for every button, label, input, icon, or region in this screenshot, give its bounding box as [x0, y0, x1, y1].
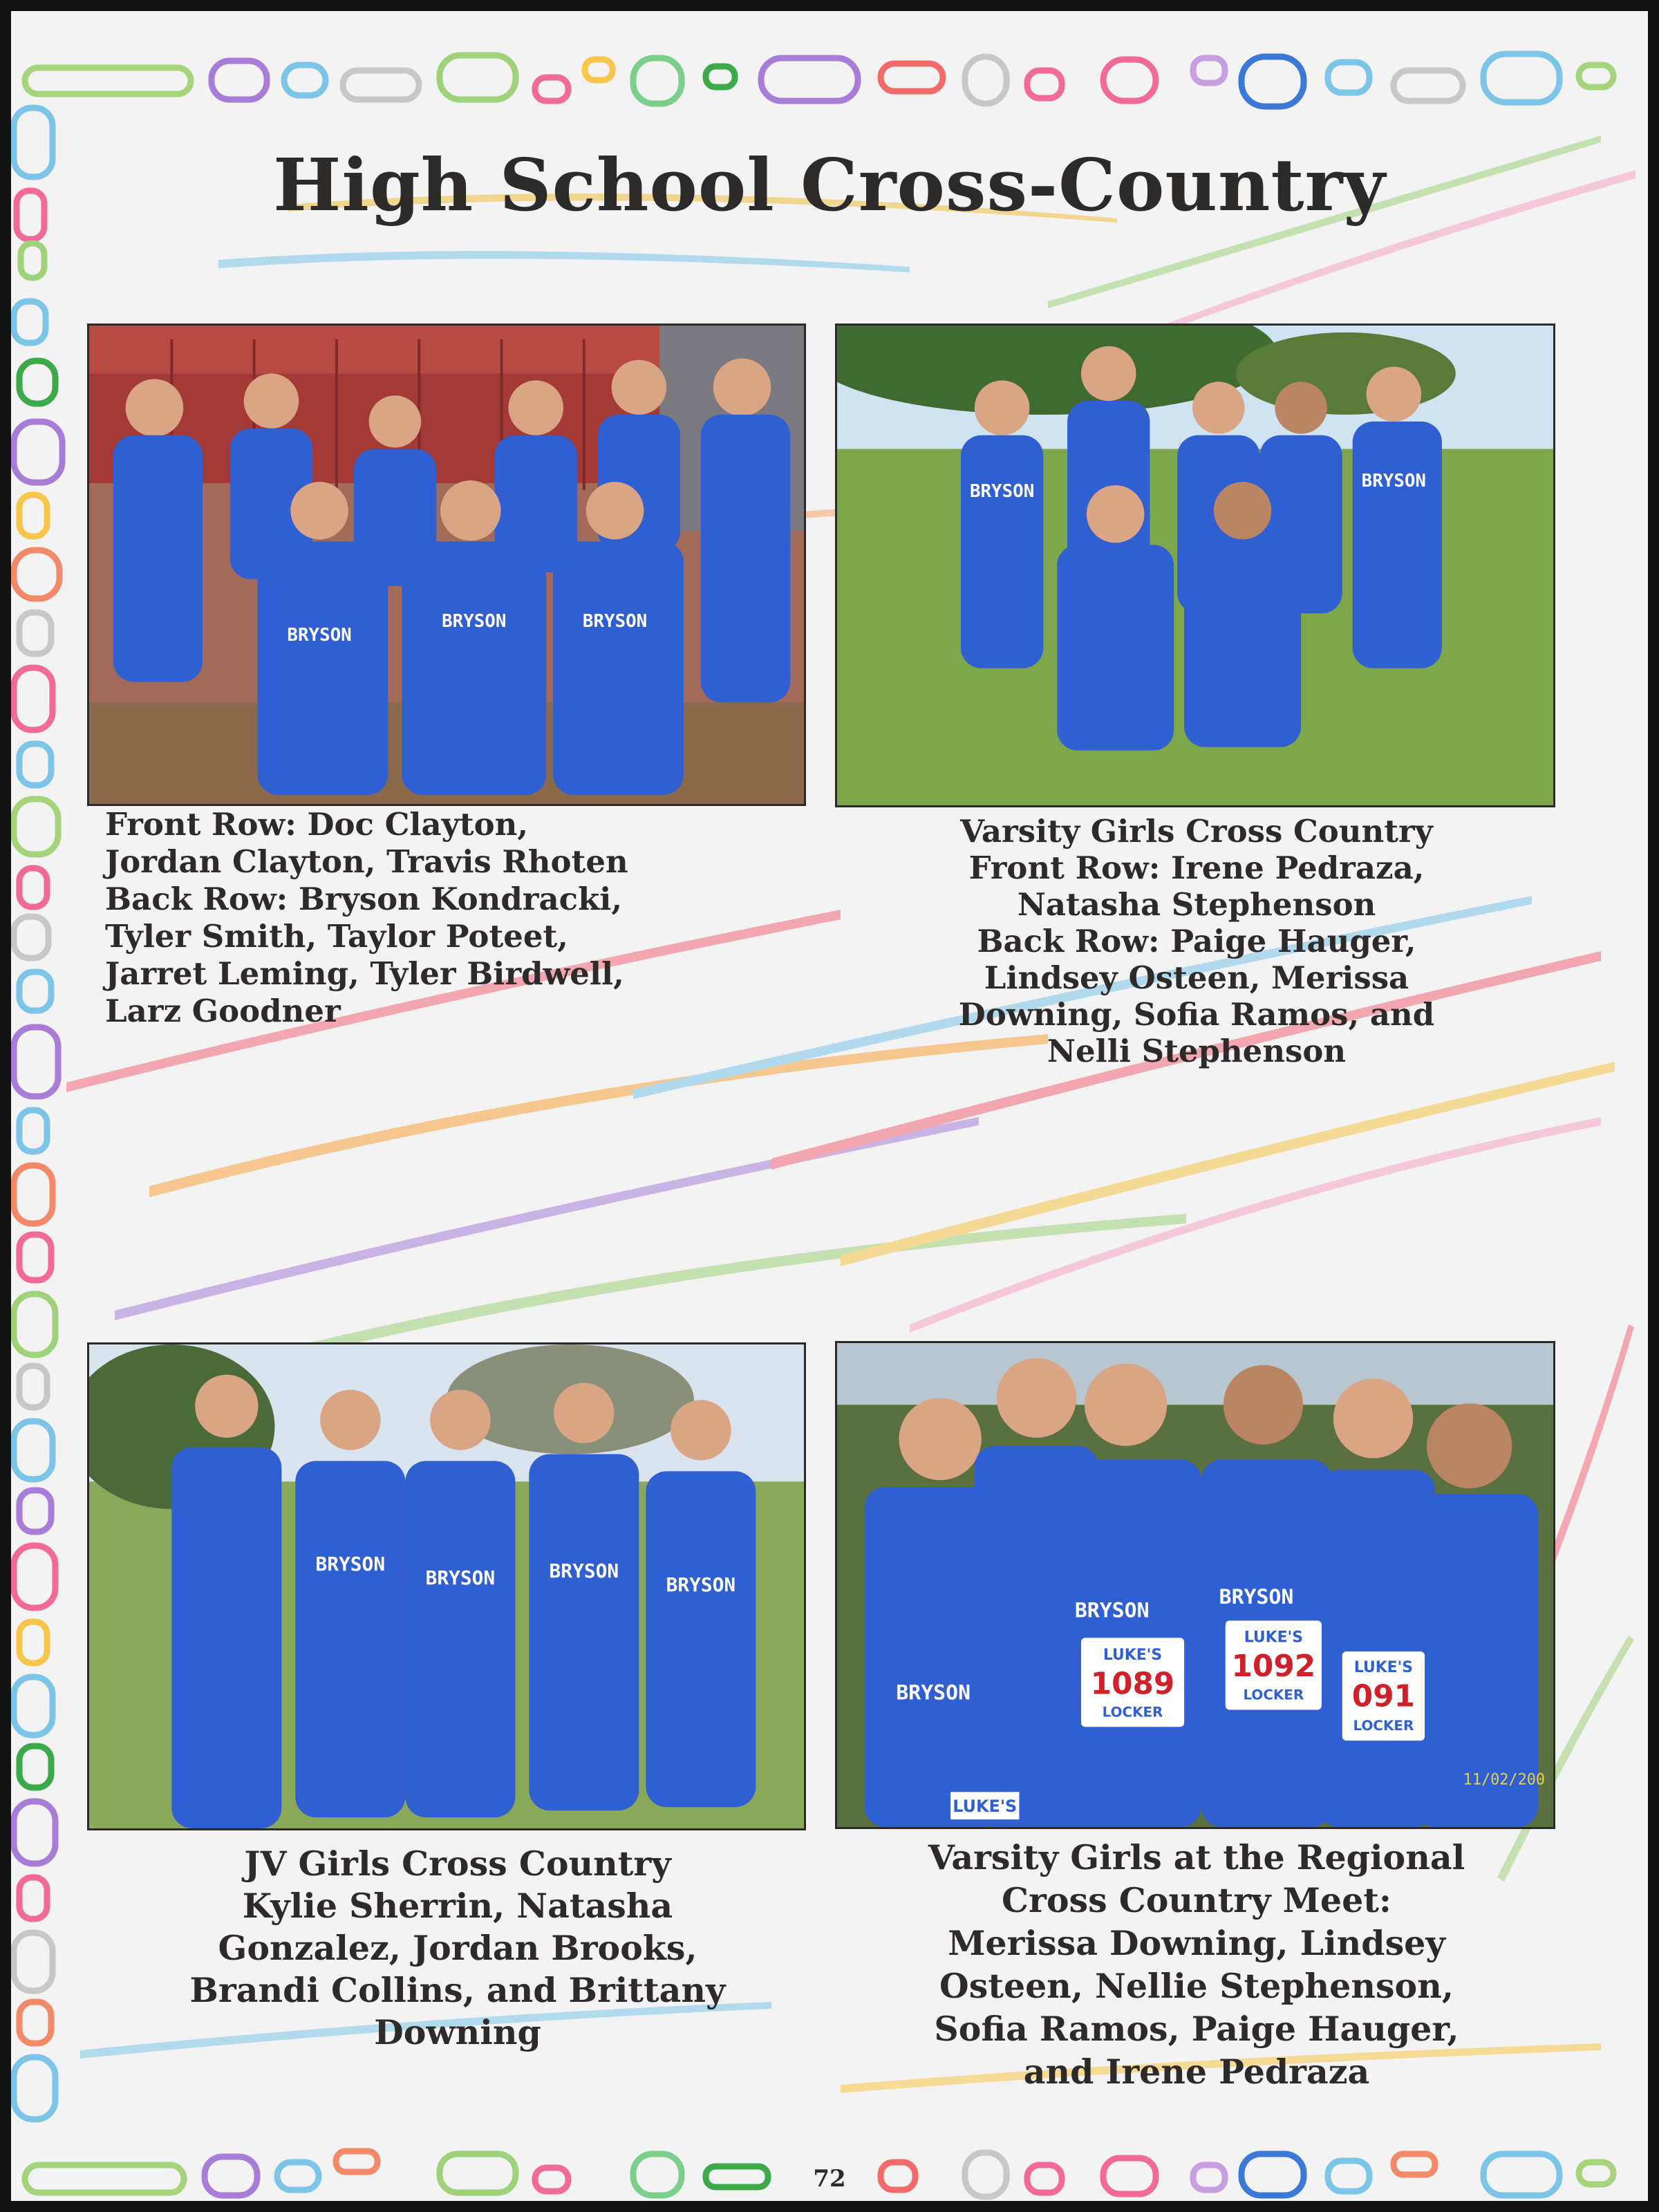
caption-line: Merissa Downing, Lindsey: [948, 1923, 1445, 1963]
caption-line: Lindsey Osteen, Merissa: [984, 959, 1409, 996]
race-bib: [1342, 1651, 1425, 1741]
jersey-text: BRYSON: [425, 1566, 496, 1590]
race-bib: [1226, 1621, 1322, 1710]
jersey-text: BRYSON: [315, 1553, 386, 1576]
caption-line: Back Row: Bryson Kondracki,: [105, 881, 623, 917]
caption-line: Kylie Sherrin, Natasha: [242, 1886, 673, 1926]
date-stamp: 11/02/200: [1463, 1771, 1546, 1789]
caption-line: Back Row: Paige Hauger,: [977, 923, 1416, 959]
caption-line: Jarret Leming, Tyler Birdwell,: [105, 955, 624, 992]
jersey-text: BRYSON: [896, 1680, 971, 1705]
svg-text:LUKE'S: LUKE'S: [1353, 1658, 1414, 1676]
svg-text:LOCKER: LOCKER: [1353, 1718, 1414, 1734]
svg-text:091: 091: [1351, 1678, 1416, 1714]
svg-text:LOCKER: LOCKER: [1102, 1704, 1163, 1721]
jersey-text: BRYSON: [549, 1559, 619, 1583]
svg-text:LUKE'S: LUKE'S: [953, 1797, 1018, 1817]
caption-line: Brandi Collins, and Brittany: [189, 1970, 726, 2010]
caption-line: Sofia Ramos, Paige Hauger,: [934, 2009, 1459, 2049]
caption-line: Cross Country Meet:: [1002, 1880, 1391, 1920]
caption-line: Downing, Sofia Ramos, and: [958, 996, 1435, 1033]
regional-meet-photo: [835, 1341, 1555, 1829]
jv-girls-photo: [87, 1342, 806, 1830]
caption-line: Nelli Stephenson: [1047, 1033, 1347, 1069]
boys-team-photo: [87, 324, 806, 806]
svg-text:1092: 1092: [1231, 1648, 1316, 1684]
jersey-text: BRYSON: [969, 480, 1035, 502]
caption-line: Tyler Smith, Taylor Poteet,: [105, 918, 568, 955]
boys-team-caption: [105, 806, 810, 1030]
jersey-text: BRYSON: [582, 611, 648, 632]
jersey-text: BRYSON: [1219, 1584, 1294, 1609]
caption-line: Osteen, Nellie Stephenson,: [939, 1966, 1454, 2006]
jersey-text: BRYSON: [1074, 1598, 1150, 1623]
caption-line: Gonzalez, Jordan Brooks,: [218, 1928, 697, 1968]
caption-line: JV Girls Cross Country: [244, 1844, 671, 1884]
caption-line: Natasha Stephenson: [1017, 886, 1376, 923]
caption-line: and Irene Pedraza: [1023, 2052, 1370, 2092]
caption-line: Jordan Clayton, Travis Rhoten: [105, 843, 628, 880]
caption-line: Front Row: Irene Pedraza,: [968, 850, 1425, 886]
svg-text:1089: 1089: [1090, 1666, 1175, 1702]
varsity-girls-photo: [835, 324, 1555, 807]
jersey-text: BRYSON: [666, 1573, 736, 1596]
caption-line: Varsity Girls Cross Country: [960, 813, 1433, 850]
regional-meet-caption: [834, 1836, 1559, 2093]
jv-girls-caption: [105, 1843, 810, 2054]
svg-text:LUKE'S: LUKE'S: [1244, 1629, 1303, 1647]
svg-text:LOCKER: LOCKER: [1243, 1687, 1304, 1703]
race-bib: [1081, 1638, 1184, 1727]
svg-text:LUKE'S: LUKE'S: [1103, 1647, 1163, 1665]
caption-line: Varsity Girls at the Regional: [928, 1837, 1465, 1877]
page-title: High School Cross-Country: [273, 142, 1386, 227]
jersey-text: BRYSON: [287, 625, 352, 646]
jersey-text: BRYSON: [442, 611, 507, 632]
jersey-text: BRYSON: [1361, 471, 1426, 491]
caption-line: Downing: [374, 2012, 541, 2052]
varsity-girls-caption: [834, 813, 1559, 1069]
caption-line: Larz Goodner: [105, 993, 341, 1029]
yearbook-page: [11, 11, 1648, 2201]
caption-line: Front Row: Doc Clayton,: [105, 806, 528, 843]
page-number: 72: [813, 2165, 846, 2193]
